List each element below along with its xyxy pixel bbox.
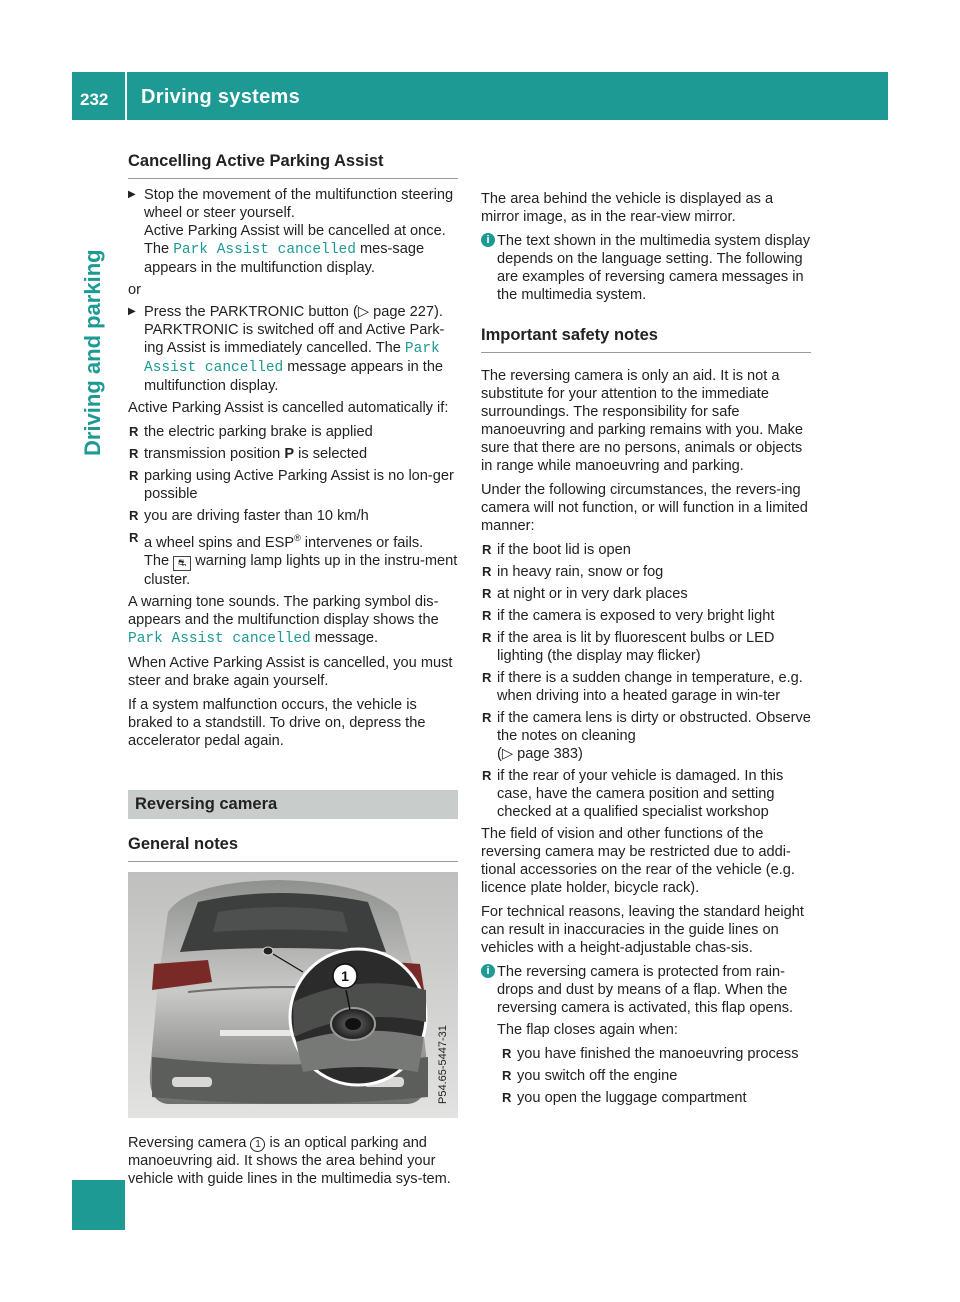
list-item: R you open the luggage compartment bbox=[501, 1089, 811, 1107]
callout-number: 1 bbox=[341, 967, 349, 984]
display-message: Park Assist cancelled bbox=[128, 630, 311, 647]
list-item: R at night or in very dark places bbox=[481, 585, 811, 603]
reversing-camera-figure bbox=[128, 872, 458, 1118]
warning-tone-text: A warning tone sounds. The parking symbol dis-appears and the multifunction display shows the Park Assist cancelled message. bbox=[128, 593, 439, 647]
list-item: R the electric parking brake is applied bbox=[128, 423, 458, 441]
list-item: R parking using Active Parking Assist is no lon-ger possible bbox=[128, 467, 458, 503]
page-reference[interactable]: (▷ page 383) bbox=[497, 746, 583, 762]
list-item: R a wheel spins and ESP® intervenes or fails. The ⛐ warning lamp lights up in the instru-ment cluster. bbox=[128, 529, 458, 589]
list-item: R transmission position P is selected bbox=[128, 445, 458, 463]
list-item: R if the area is lit by fluorescent bulbs or LED lighting (the display may flicker) bbox=[481, 629, 811, 665]
display-message: Park Assist cancelled bbox=[173, 242, 356, 258]
info-note-flap: i The reversing camera is protected from rain-drops and dust by means of a flap. When the reversing camera is activated, this flap opens. The flap closes again when: R you have finished the manoeuvring process R you switch off the engine R you open the luggage compartment bbox=[481, 963, 811, 1107]
page-reference[interactable]: ▷ page 227 bbox=[357, 304, 434, 320]
reversing-camera-band: Reversing camera bbox=[128, 790, 458, 819]
list-item: R you are driving faster than 10 km/h bbox=[128, 507, 458, 525]
field-of-vision-text: The field of vision and other functions of the reversing camera may be restricted due to addi-tional accessories on the rear of the vehicle (e.g. licence plate holder, bicycle rack). bbox=[481, 826, 795, 896]
list-item: R if the camera lens is dirty or obstructed. Observe the notes on cleaning (▷ page 383) bbox=[481, 709, 811, 763]
display-message: Park Assist cancelled bbox=[144, 341, 440, 376]
general-notes-heading: General notes bbox=[128, 833, 458, 862]
figure-code: P54.65-5447-31 bbox=[437, 1024, 449, 1104]
safety-paragraph-1: The reversing camera is only an aid. It is not a substitute for your attention to the immediate surroundings. The responsibility for safe manoeuvring and parking remains with you. Make sure that there are no persons, animals or objects in range while manoeuvring and parking. bbox=[481, 368, 804, 474]
page-number: 232 bbox=[80, 90, 109, 109]
auto-cancel-intro: Active Parking Assist is cancelled automatically if: bbox=[128, 400, 449, 416]
camera-intro: Reversing camera 1 is an optical parking and manoeuvring aid. It shows the area behind your vehicle with guide lines in the multimedia sys-tem. bbox=[128, 1134, 451, 1187]
left-column bbox=[128, 150, 458, 1188]
vehicle-rear-illustration bbox=[128, 872, 458, 1118]
malfunction-text: If a system malfunction occurs, the vehicle is braked to a standstill. To drive on, depress the accelerator pedal again. bbox=[128, 696, 426, 749]
list-item: R in heavy rain, snow or fog bbox=[481, 563, 811, 581]
list-item: R if there is a sudden change in temperature, e.g. when driving into a heated garage in win-ter bbox=[481, 669, 811, 705]
list-item: R you have finished the manoeuvring process bbox=[501, 1045, 811, 1063]
when-cancelled-text: When Active Parking Assist is cancelled, you must steer and brake again yourself. bbox=[128, 654, 453, 689]
step-press-parktronic: ▶ Press the PARKTRONIC button (▷ page 227). PARKTRONIC is switched off and Active Park-ing Assist is immediately cancelled. The Park Assist cancelled message appears in the multifunction display. bbox=[128, 303, 458, 395]
mirror-text: The area behind the vehicle is displayed as a mirror image, as in the rear-view mirror. bbox=[481, 191, 774, 225]
info-note-language: i The text shown in the multimedia system display depends on the language setting. The following are examples of reversing camera messages in the multimedia system. bbox=[481, 232, 811, 304]
list-item: R if the rear of your vehicle is damaged. In this case, have the camera position and setting checked at a qualified specialist workshop bbox=[481, 767, 811, 821]
car-skid-icon: ⛐ bbox=[173, 556, 191, 571]
header-divider bbox=[125, 72, 127, 120]
flap-closes-text: The flap closes again when: bbox=[497, 1022, 678, 1038]
or-text: or bbox=[128, 282, 141, 298]
safety-paragraph-2: Under the following circumstances, the revers-ing camera will not function, or will function in a limited manner: bbox=[481, 482, 808, 534]
side-tab-block bbox=[72, 1180, 125, 1230]
info-icon: i bbox=[481, 233, 495, 247]
safety-heading: Important safety notes bbox=[481, 324, 811, 353]
cancel-heading: Cancelling Active Parking Assist bbox=[128, 150, 458, 179]
right-column bbox=[481, 154, 811, 1113]
list-item: R if the camera is exposed to very bright light bbox=[481, 607, 811, 625]
callout-ref: 1 bbox=[250, 1137, 265, 1152]
info-icon: i bbox=[481, 964, 495, 978]
list-item: R if the boot lid is open bbox=[481, 541, 811, 559]
chapter-title: Driving systems bbox=[141, 86, 301, 108]
list-item: R you switch off the engine bbox=[501, 1067, 811, 1085]
step-stop-movement: ▶ Stop the movement of the multifunction steering wheel or steer yourself. Active Parking Assist will be cancelled at once. The Park Assist cancelled mes-sage appears in the multifunction display. bbox=[128, 186, 458, 277]
technical-reasons-text: For technical reasons, leaving the standard height can result in inaccuracies in the guide lines on vehicles with a height-adjustable chas-sis. bbox=[481, 904, 804, 956]
